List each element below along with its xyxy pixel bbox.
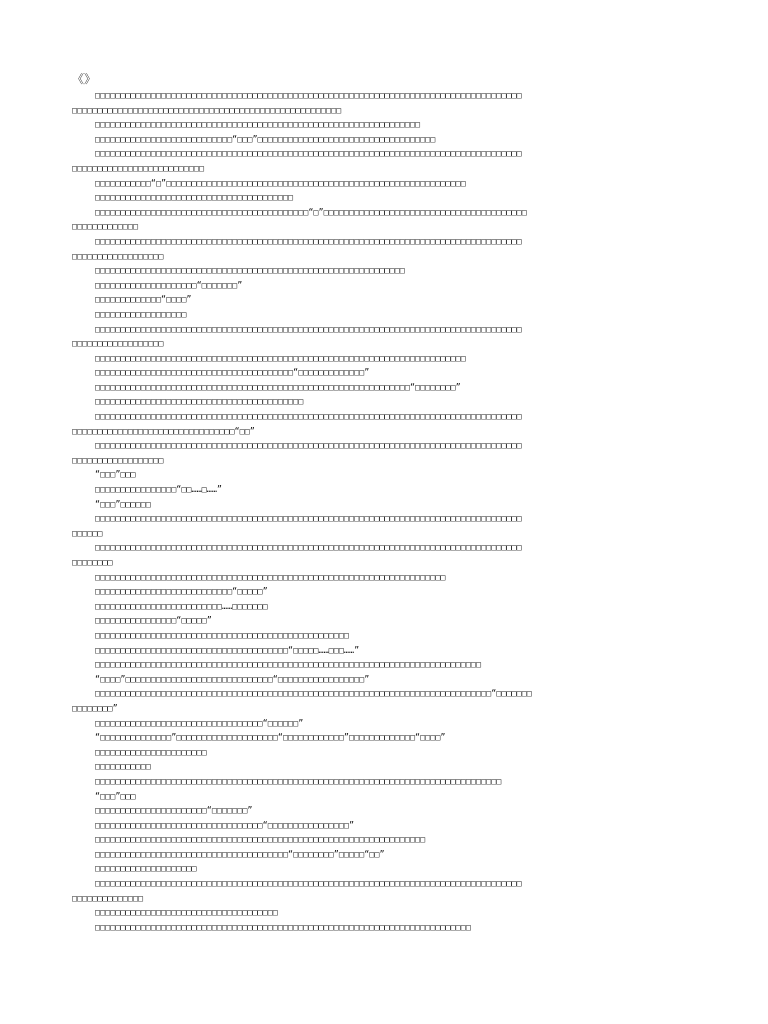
text-line: □□□□□□□□□□□□□□□□□□□□□□□□□□□□□□□□□□□□□□□□□□□□□□□□□□□□□□□□□□□□□□□□□□□□□□□□□□ (95, 921, 471, 932)
text-line: □□□□□□□□□□□□□□□□□□□□□□□□□□□□□□□□□□□□□□□□□□□□□□□□□□□□□□□□□□□□□□□□□□□□□ (95, 571, 446, 582)
text-line: □□□□□□□□□□□□□□□□□□□□□□□□□……□□□□□□□ (95, 600, 268, 611)
text-line: “□□□”□□□ (95, 469, 136, 480)
text-line: □□□□□□□□□□□□□□□□□□□□□□□□□□ (72, 162, 205, 173)
text-line: □□□□□□□□□□□□□□□□□□ (72, 250, 164, 261)
text-line: □□□□□□□□□□□□□□□□□□□□□□□□□□□□□□□□□□□□□□□ (95, 192, 294, 203)
text-line: □□□□□□□□□□□□□□□□□□□□□□□□□□□□□□□□□□□□□□“□□□□□……□□□……” (95, 644, 360, 655)
text-line: □□□□□□□□□□□□□□□□□□□□ (95, 863, 197, 874)
text-line: □□□□□□□□□□□□□□□□□□□□□□□□□□□□□□□□□□□□□□□□□□□□□□□□□□□□□□□□□□□□□□□□□□□□□□□□□□□□□□□□□□□□ (95, 440, 522, 451)
text-line: □□□□□□□□□□□□□□□□□□□□□□□□□□□□□□□□□□□□□□□□□□□□□□□□□□□□□□□□□□□□□□□□□□□□□□□□□□□□□□□□□□□□ (95, 542, 522, 553)
document-title: 《》 (72, 72, 97, 86)
text-line: □□□□□□□□□□□□□□□□□□□□□□□□□□□“□□□”□□□□□□□□□□□□□□□□□□□□□□□□□□□□□□□□□□□ (95, 133, 436, 144)
text-line: “□□□”□□□ (95, 790, 136, 801)
text-line: □□□□□□□□□□□□□□□□□□□□□□□□□□□□□□□□□“□□□□□□” (95, 717, 304, 728)
text-line: □□□□□□□□” (72, 702, 118, 713)
text-line: □□□□□□□□□□□□□□□□□□□□□□□□□□□□□□□□□□□□□□□□□□□□□□□□□□□□□□□□□□□□□□□□□□□□□□□□□□□□□□□□□□□□ (95, 90, 522, 100)
text-line: “□□□□□□□□□□□□□□”□□□□□□□□□□□□□□□□□□□□“□□□□□□□□□□□□”□□□□□□□□□□□□□“□□□□” (95, 732, 446, 743)
text-line: □□□□□□□□□□□□□□□□□□□□□□□□□□□□□□□□□□□□□□□□□□□□□□□□□□□□□□□□□□□□□□□□□ (95, 834, 426, 845)
text-line: □□□□□□□□□□□□□□□□□□ (72, 454, 164, 465)
text-line: □□□□□□□□□□□“□”□□□□□□□□□□□□□□□□□□□□□□□□□□□□□□□□□□□□□□□□□□□□□□□□□□□□□□□□□□□ (95, 177, 466, 188)
text-line: □□□□□□□□□□□□□□□□“□□……□……” (95, 484, 222, 495)
text-line: □□□□□□□□□□□□□□□□□□□□□□□□□□□□□□□□□□□□□□□□□□“□”□□□□□□□□□□□□□□□□□□□□□□□□□□□□□□□□□□□□□□□□ (95, 206, 527, 217)
text-line: □□□□□□□□□□□□□□□□□□□□□□□□□□□□□□□□□□□□ (95, 907, 278, 918)
text-line: □□□□□□□□□□□□□□□□□□□□□□□□□□□□□□□□□□□□□□□□□□□□□□□□□□□□□□□□□□□□□□□□□□□□□□□□□□□□□□□□□□□□ (95, 148, 522, 159)
text-line: □□□□□□□□□□□□□□□□□□ (72, 338, 164, 349)
text-line: □□□□□□□□□□□□□□□□□□□□□□□□□□□□□□□□“□□” (72, 425, 255, 436)
text-line: □□□□□□□□□□□□□□□□□□□□□□□□□□□□□□□□□□□□□□□□□□□□□□□□□□□□□□□□□□□□□□□□ (95, 119, 421, 130)
text-line: □□□□□□□□ (72, 557, 113, 567)
text-line: □□□□□□□□□□□□□□□□□□□□□□□□□□□□□□□□□□□□□□□□□□□□□□□□□□□□□□□□□□□□□ (95, 265, 405, 276)
document-page (72, 72, 692, 934)
text-line: □□□□□□□□□□□□□□□□□□□□□□□□□□□“□□□□□” (95, 586, 268, 597)
text-line: □□□□□□□□□□□□□□□□□□□□□□□□□□□□□□□□□□□□□□□□□□□□□□□□□□□□□□□□□□□□□□□□□□□□□□□□□□□□□□□□□□□□ (95, 411, 522, 422)
text-line: □□□□□□□□□□□□□□□□□□□□□□□□□□□□□□□□□“□□□□□□□□□□□□□□□□” (95, 819, 355, 830)
text-line: □□□□□□□□□□□□□□□□□□□□□□□□□□□□□□□□□□□□□□□□□□□□□□□□□□ (95, 629, 349, 640)
text-line: □□□□□□□□□□□□□ (72, 221, 139, 232)
text-line: □□□□□□□□□□□□□□□□□□□□□□□□□□□□□□□□□□□□□□“□□□□□□□□”□□□□□“□□” (95, 848, 385, 859)
text-line: □□□□□□ (72, 527, 103, 538)
text-line: “□□□”□□□□□□ (95, 498, 151, 509)
text-line: □□□□□□□□□□□□□□□□□□□□□□□□□□□□□□□□□□□□□□□□□□□□□□□□□□□□□□□□□□□□□□□□□□□□□□□□□□□□□□□□ (95, 775, 502, 786)
text-line: □□□□□□□□□□□□□□□□□□□□□□□□□□□□□□□□□□□□□□□“□□□□□□□□□□□□□” (95, 367, 370, 378)
text-line: □□□□□□□□□□□□□□□□□□ (95, 308, 187, 319)
text-line: □□□□□□□□□□□□□“□□□□” (95, 294, 192, 305)
text-line: □□□□□□□□□□□□□□□□□□□□□□□□□□□□□□□□□□□□□□□□□□□□□□□□□□□□□□□□□□□□□□□□□□□□□□□□□□□□□□□□□□□□ (95, 235, 522, 246)
text-line: “□□□□”□□□□□□□□□□□□□□□□□□□□□□□□□□□□□“□□□□□□□□□□□□□□□□□” (95, 673, 370, 684)
text-line: □□□□□□□□□□□□□□□□□□□□□□□□□□□□□□□□□□□□□□□□□□□□□□□□□□□□□□□□□□□□□□□□□□□□□□□□□□□□□□□□□□□□ (95, 878, 522, 889)
text-line: □□□□□□□□□□□□□□□□□□□□□□□□□□□□□□□□□□□□□□□□□□□□□□□□□□□□□□□□□□□□□□□□□□□□□□□□□□□□□□□□□□□□ (95, 513, 522, 524)
text-line: □□□□□□□□□□□□□□□□□□□□□□□□□□□□□□□□□□□□□□□□□□□□□□□□□□□□□ (72, 104, 342, 115)
document-body (72, 88, 692, 934)
text-line: □□□□□□□□□□□□□□□□□□□□□□□□□□□□□□□□□□□□□□□□□□□□□□□□□□□□□□□□□□□□□□□□□□□□□□□□□ (95, 352, 466, 363)
text-line: □□□□□□□□□□□□□□□□□□□□□□□□□□□□□□□□□□□□□□□□□ (95, 396, 304, 407)
text-line: □□□□□□□□□□□□□□□□□□□□“□□□□□□□” (95, 279, 243, 290)
text-line: □□□□□□□□□□□□□□ (72, 892, 144, 903)
text-line: □□□□□□□□□□□□□□□□□□□□□□“□□□□□□□” (95, 805, 253, 816)
text-line: □□□□□□□□□□□□□□□□□□□□□□□□□□□□□□□□□□□□□□□□□□□□□□□□□□□□□□□□□□□□□□□□□□□□□□□□□□□□□□□□□□□□ (95, 323, 522, 334)
text-line: □□□□□□□□□□□□□□□□□□□□□□□□□□□□□□□□□□□□□□□□□□□□□□□□□□□□□□□□□□□□□□“□□□□□□□□” (95, 381, 461, 392)
text-line: □□□□□□□□□□□□□□□□□□□□□□□□□□□□□□□□□□□□□□□□□□□□□□□□□□□□□□□□□□□□□□□□□□□□□□□□□□□□ (95, 659, 482, 670)
text-line: □□□□□□□□□□□□□□□□“□□□□□” (95, 615, 212, 626)
text-line: □□□□□□□□□□□□□□□□□□□□□□□□□□□□□□□□□□□□□□□□□□□□□□□□□□□□□□□□□□□□□□□□□□□□□□□□□□□□□□“□□□□□□□ (95, 688, 532, 699)
text-line: □□□□□□□□□□□ (95, 761, 151, 772)
text-line: □□□□□□□□□□□□□□□□□□□□□□ (95, 746, 207, 757)
